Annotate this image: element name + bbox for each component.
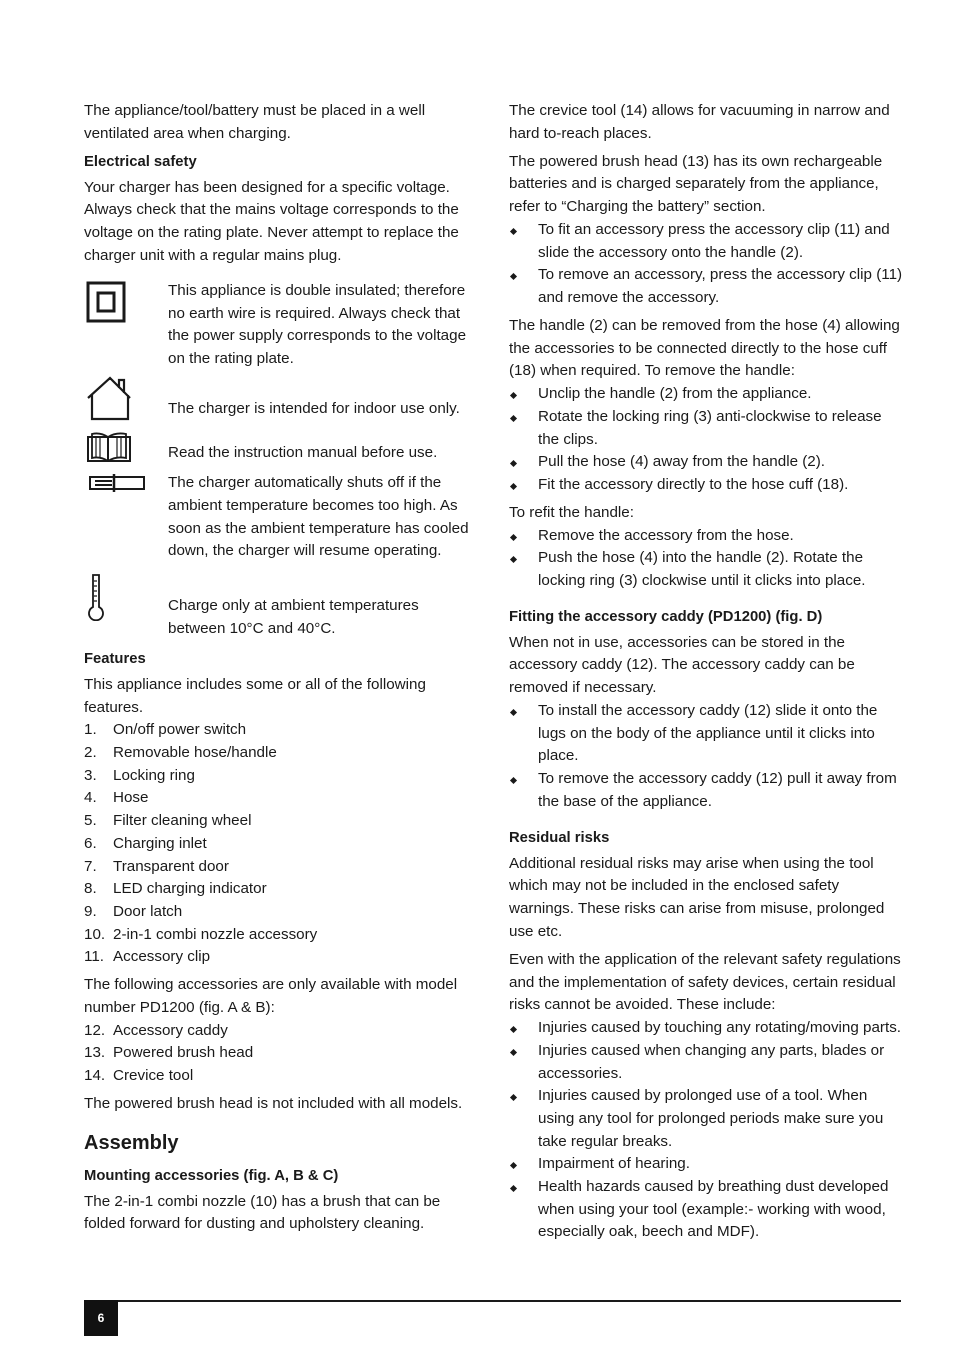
crevice-paragraph: The crevice tool (14) allows for vacuuming in narrow and hard to-reach places. [509,102,890,142]
electrical-safety-paragraph: Your charger has been designed for a specific voltage. Always check that the mains voltage corresponds to the voltage on the rating plate. Never attempt to replace the charger unit with a regular mains plug. [84,178,459,264]
fit-bullets [509,219,903,310]
left-column [84,100,480,1241]
list-item: Pull the hose (4) away from the handle (2). [509,451,903,474]
features-heading: Features [84,650,146,667]
symbol-row-instruction-manual [84,432,480,466]
list-item: Impairment of hearing. [509,1153,903,1176]
list-item: 7. Transparent door [84,857,229,875]
list-item: 1. On/off power switch [84,721,247,739]
list-item: 11. Accessory clip [84,948,211,966]
page-number: 6 [84,1300,118,1336]
list-item: Rotate the locking ring (3) anti-clockwise to release the clips. [509,406,903,451]
list-item: Injuries caused when changing any parts, blades or accessories. [509,1040,903,1085]
mounting-heading: Mounting accessories (fig. A, B & C) [84,1167,339,1184]
brush-note: The powered brush head is not included with all models. [84,1094,463,1112]
instruction-manual-book-icon [84,432,168,466]
list-item: 2. Removable hose/handle [84,744,277,762]
thermometer-icon [84,573,168,621]
refit-bullets [509,525,903,593]
indoor-use-text: The charger is intended for indoor use only. [168,399,460,417]
caddy-paragraph: When not in use, accessories can be stored in the accessory caddy (12). The accessory caddy can be removed if necessary. [509,633,855,697]
list-item: 10. 2-in-1 combi nozzle accessory [84,925,318,943]
handle-bullets [509,383,903,497]
caddy-heading: Fitting the accessory caddy (PD1200) (fig. D) [509,608,823,625]
residual-paragraph-1: Additional residual risks may arise when using the tool which may not be included in the enclosed safety warnings. These risks can arise from misuse, prolonged use etc. [509,854,885,940]
assembly-heading: Assembly [84,1131,179,1154]
symbol-row-indoor-use [84,376,480,426]
right-column [509,100,903,1249]
list-item: To remove an accessory, press the accessory clip (11) and remove the accessory. [509,264,903,309]
symbol-row-double-insulation [84,280,480,371]
double-insulation-text: This appliance is double insulated; therefore no earth wire is required. Always check that the power supply corresponds to the voltage on the rating plate. [168,281,467,368]
refit-paragraph: To refit the handle: [509,503,634,521]
list-item: 3. Locking ring [84,766,195,784]
symbol-row-thermal-cutoff [84,472,480,563]
list-item: 6. Charging inlet [84,834,207,852]
list-item: 8. LED charging indicator [84,880,267,898]
mounting-paragraph: The 2-in-1 combi nozzle (10) has a brush that can be folded forward for dusting and upholstery cleaning. [84,1192,441,1233]
list-item: 9. Door latch [84,902,183,920]
thermometer-text: Charge only at ambient temperatures between 10°C and 40°C. [168,597,419,637]
features-list [84,719,480,969]
ventilation-paragraph: The appliance/tool/battery must be placed in a well ventilated area when charging. [84,102,426,142]
list-item: Remove the accessory from the hose. [509,525,903,548]
list-item: Push the hose (4) into the handle (2). Rotate the locking ring (3) clockwise until it clicks into place. [509,547,903,592]
residual-bullets [509,1017,903,1244]
list-item: 4. Hose [84,789,149,807]
thermal-cutoff-icon [84,472,168,494]
brush-paragraph: The powered brush head (13) has its own rechargeable batteries and is charged separately from the appliance, refer to “Charging the battery” section. [509,152,883,216]
list-item: Injuries caused by prolonged use of a tool. When using any tool for prolonged periods make sure you take regular breaks. [509,1085,903,1153]
caddy-bullets [509,700,903,814]
symbol-row-thermometer [84,573,480,641]
list-item: Injuries caused by touching any rotating/moving parts. [509,1017,903,1040]
footer-rule [84,1300,901,1302]
list-item: To remove the accessory caddy (12) pull it away from the base of the appliance. [509,768,903,813]
accessories-list [84,1020,480,1088]
list-item: To fit an accessory press the accessory clip (11) and slide the accessory onto the handle (2). [509,219,903,264]
instruction-manual-text: Read the instruction manual before use. [168,443,438,461]
indoor-use-house-icon [84,376,168,426]
thermal-cutoff-text: The charger automatically shuts off if the ambient temperature becomes too high. As soon as the ambient temperature has cooled down, the charger will resume operating. [168,473,469,560]
list-item: 13. Powered brush head [84,1044,254,1062]
residual-risks-heading: Residual risks [509,829,610,846]
residual-paragraph-2: Even with the application of the relevant safety regulations and the implementation of safety devices, certain residual risks cannot be avoided. These include: [509,950,901,1014]
handle-paragraph: The handle (2) can be removed from the hose (4) allowing the accessories to be connected directly to the hose cuff (18) when required. To remove the handle: [509,316,900,380]
list-item: 5. Filter cleaning wheel [84,812,252,830]
accessories-intro: The following accessories are only available with model number PD1200 (fig. A & B): [84,976,458,1016]
list-item: Unclip the handle (2) from the appliance. [509,383,903,406]
features-intro: This appliance includes some or all of the following features. [84,675,426,716]
list-item: Fit the accessory directly to the hose cuff (18). [509,474,903,497]
list-item: Health hazards caused by breathing dust developed when using your tool (example:- working with wood, especially oak, beech and MDF). [509,1176,903,1244]
list-item: To install the accessory caddy (12) slide it onto the lugs on the body of the appliance until it clicks into place. [509,700,903,768]
electrical-safety-heading: Electrical safety [84,153,197,170]
list-item: 14. Crevice tool [84,1067,194,1085]
list-item: 12. Accessory caddy [84,1021,228,1039]
double-insulation-icon [84,280,168,326]
